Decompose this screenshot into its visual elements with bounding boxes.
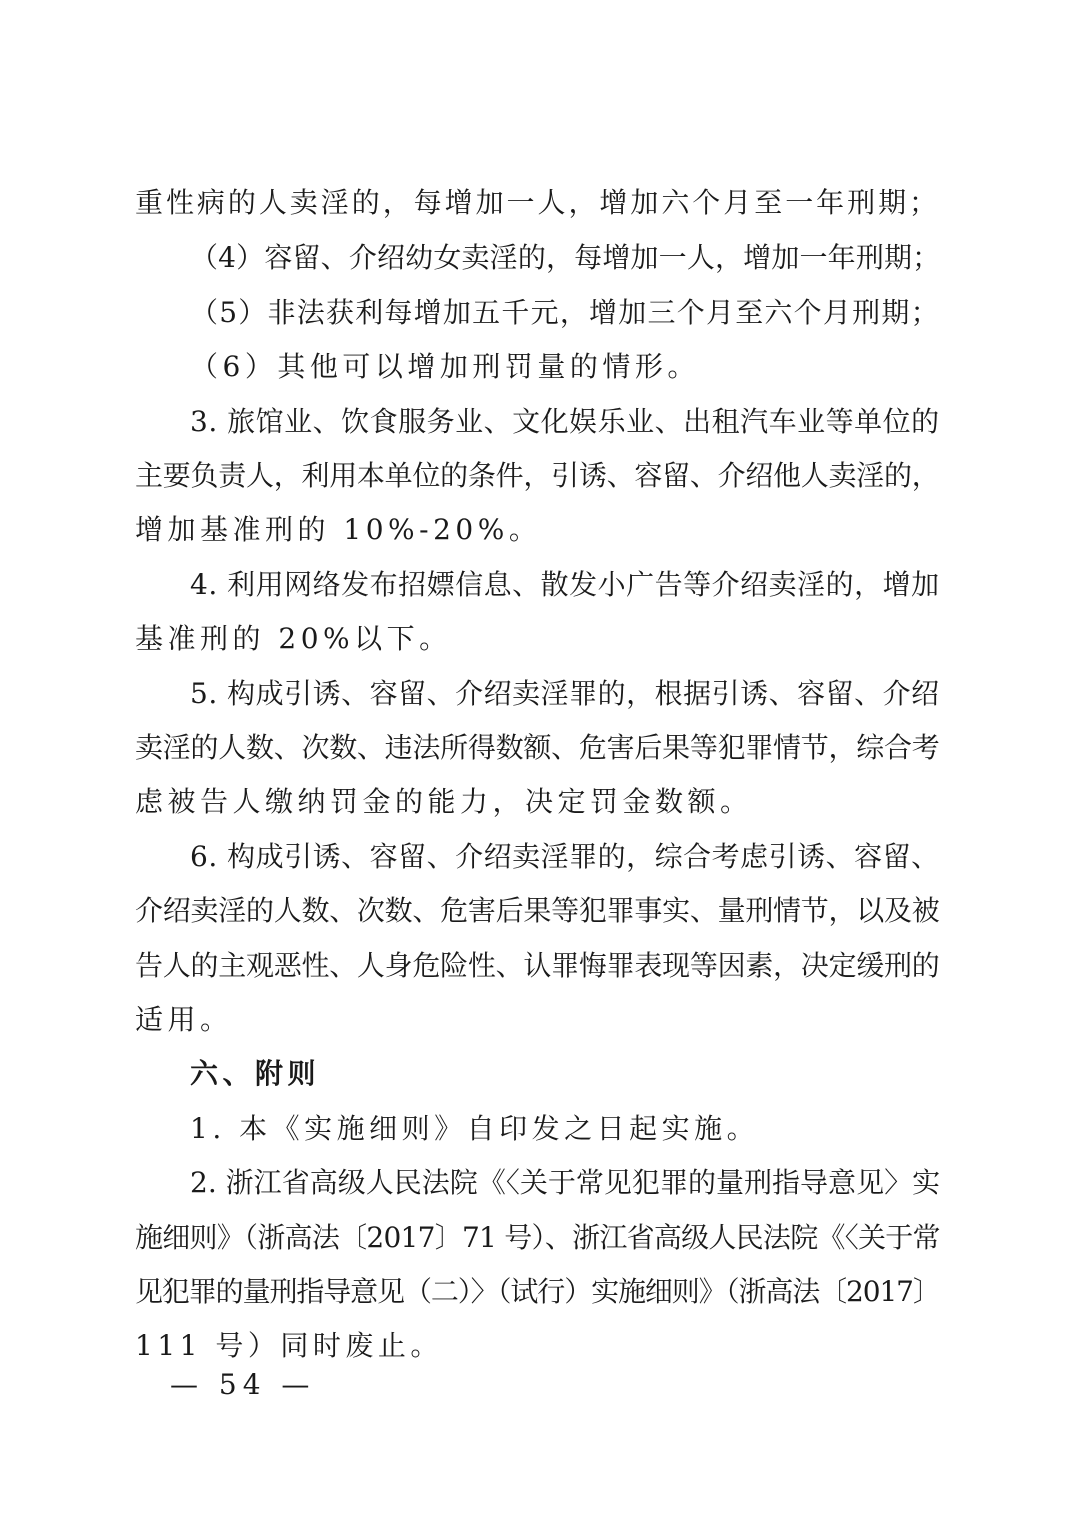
text-line: （4）容留、介绍幼女卖淫的，每增加一人，增加一年刑期；: [190, 241, 941, 274]
text-line: （5）非法获利每增加五千元，增加三个月至六个月刑期；: [190, 296, 940, 329]
text-line: 111 号）同时废止。: [135, 1329, 443, 1362]
text-line: 介绍卖淫的人数、次数、危害后果等犯罪事实、量刑情节，以及被: [135, 894, 940, 927]
text-line: 6. 构成引诱、容留、介绍卖淫罪的，综合考虑引诱、容留、: [190, 840, 940, 873]
page-number: — 54 —: [170, 1368, 316, 1401]
text-line: 卖淫的人数、次数、违法所得数额、危害后果等犯罪情节，综合考: [135, 731, 940, 764]
text-line: 施细则》（浙高法〔2017〕71 号）、浙江省高级人民法院《〈关于常: [135, 1221, 940, 1254]
text-line: 见犯罪的量刑指导意见（二）〉（试行）实施细则》（浙高法〔2017〕: [135, 1275, 940, 1308]
text-line: （6）其他可以增加刑罚量的情形。: [190, 350, 700, 383]
text-line: 适用。: [135, 1003, 233, 1036]
text-line: 增加基准刑的 10%-20%。: [135, 513, 542, 546]
text-line: 告人的主观恶性、人身危险性、认罪悔罪表现等因素，决定缓刑的: [135, 949, 940, 982]
text-line: 5. 构成引诱、容留、介绍卖淫罪的，根据引诱、容留、介绍: [190, 677, 940, 710]
text-line: 重性病的人卖淫的，每增加一人，增加六个月至一年刑期；: [135, 186, 941, 219]
text-line: 2. 浙江省高级人民法院《〈关于常见犯罪的量刑指导意见〉实: [190, 1166, 941, 1199]
section-heading: 六、附则: [190, 1057, 321, 1090]
text-line: 4. 利用网络发布招嫖信息、散发小广告等介绍卖淫的，增加: [190, 568, 940, 601]
text-line: 3. 旅馆业、饮食服务业、文化娱乐业、出租汽车业等单位的: [190, 405, 940, 438]
text-line: 1. 本《实施细则》自印发之日起实施。: [190, 1112, 760, 1145]
text-line: 基准刑的 20%以下。: [135, 622, 452, 655]
text-line: 虑被告人缴纳罚金的能力，决定罚金数额。: [135, 785, 753, 818]
text-line: 主要负责人，利用本单位的条件，引诱、容留、介绍他人卖淫的，: [135, 459, 940, 492]
